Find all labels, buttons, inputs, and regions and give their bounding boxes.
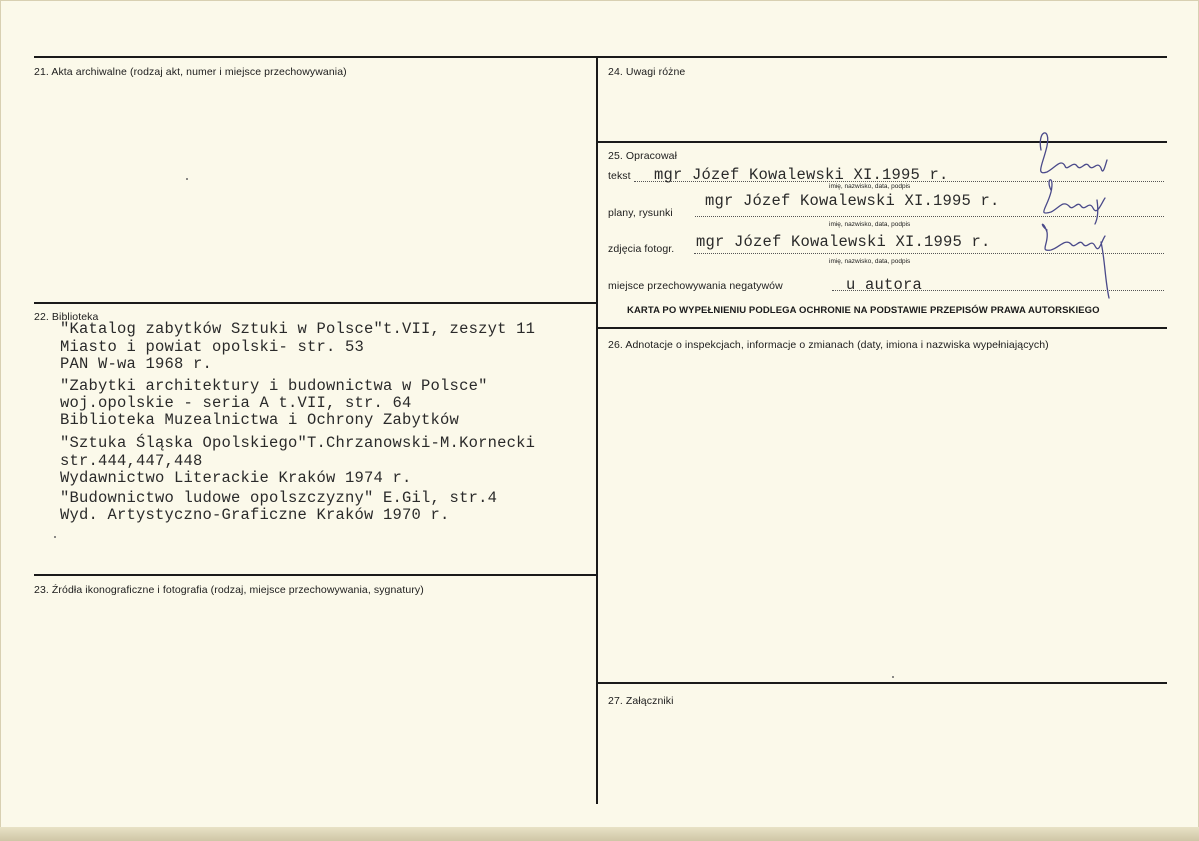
plany-label: plany, rysunki (608, 207, 673, 219)
negatywy-value: u autora (846, 276, 923, 294)
zdjecia-value: mgr Józef Kowalewski XI.1995 r. (696, 233, 991, 251)
bibliography-entry: Wydawnictwo Literackie Kraków 1974 r. (60, 469, 412, 487)
signature-mark (1025, 120, 1135, 305)
bibliography-entry: Wyd. Artystyczno-Graficzne Kraków 1970 r. (60, 506, 450, 524)
divider-25-26 (597, 327, 1167, 329)
divider-26-27 (597, 682, 1167, 684)
bibliography-entry: "Budownictwo ludowe opolszczyzny" E.Gil, str.4 (60, 489, 498, 507)
bibliography-entry: "Sztuka Śląska Opolskiego"T.Chrzanowski-M.Kornecki (60, 434, 536, 452)
bibliography-entry: str.444,447,448 (60, 452, 203, 470)
bibliography-entry: woj.opolskie - seria A t.VII, str. 64 (60, 394, 412, 412)
section-25-label: 25. Opracował (608, 150, 678, 162)
top-rule (34, 56, 1167, 58)
plany-value: mgr Józef Kowalewski XI.1995 r. (705, 192, 1000, 210)
zdjecia-caption: imię, nazwisko, data, podpis (829, 258, 911, 265)
section-22-label: 22. Biblioteka (34, 311, 99, 323)
divider-21-22 (34, 302, 597, 304)
zdjecia-label: zdjęcia fotogr. (608, 243, 675, 255)
tekst-label: tekst (608, 170, 631, 182)
bibliography-entry: Miasto i powiat opolski- str. 53 (60, 338, 365, 356)
stray-mark (892, 676, 894, 678)
stray-mark (54, 536, 56, 538)
tekst-value: mgr Józef Kowalewski XI.1995 r. (654, 166, 949, 184)
bibliography-entry: Biblioteka Muzealnictwa i Ochrony Zabytków (60, 411, 460, 429)
section-27-label: 27. Załączniki (608, 695, 674, 707)
section-26-label: 26. Adnotacje o inspekcjach, informacje o zmianach (daty, imiona i nazwiska wypełniających) (608, 339, 1049, 351)
bibliography-entry: "Zabytki architektury i budownictwa w Polsce" (60, 377, 488, 395)
section-23-label: 23. Źródła ikonograficzne i fotografia (rodzaj, miejsce przechowywania, sygnatury) (34, 584, 424, 596)
divider-22-23 (34, 574, 597, 576)
tekst-caption: imię, nazwisko, data, podpis (829, 183, 911, 190)
copyright-notice: KARTA PO WYPEŁNIENIU PODLEGA OCHRONIE NA PODSTAWIE PRZEPISÓW PRAWA AUTORSKIEGO (627, 305, 1100, 316)
section-24-label: 24. Uwagi różne (608, 66, 686, 78)
plany-caption: imię, nazwisko, data, podpis (829, 221, 911, 228)
bibliography-entry: PAN W-wa 1968 r. (60, 355, 213, 373)
section-21-label: 21. Akta archiwalne (rodzaj akt, numer i miejsce przechowywania) (34, 66, 347, 78)
center-divider (596, 56, 598, 804)
stray-mark (186, 178, 188, 180)
negatywy-label: miejsce przechowywania negatywów (608, 280, 783, 292)
bibliography-entry: "Katalog zabytków Sztuki w Polsce"t.VII, zeszyt 11 (60, 320, 536, 338)
